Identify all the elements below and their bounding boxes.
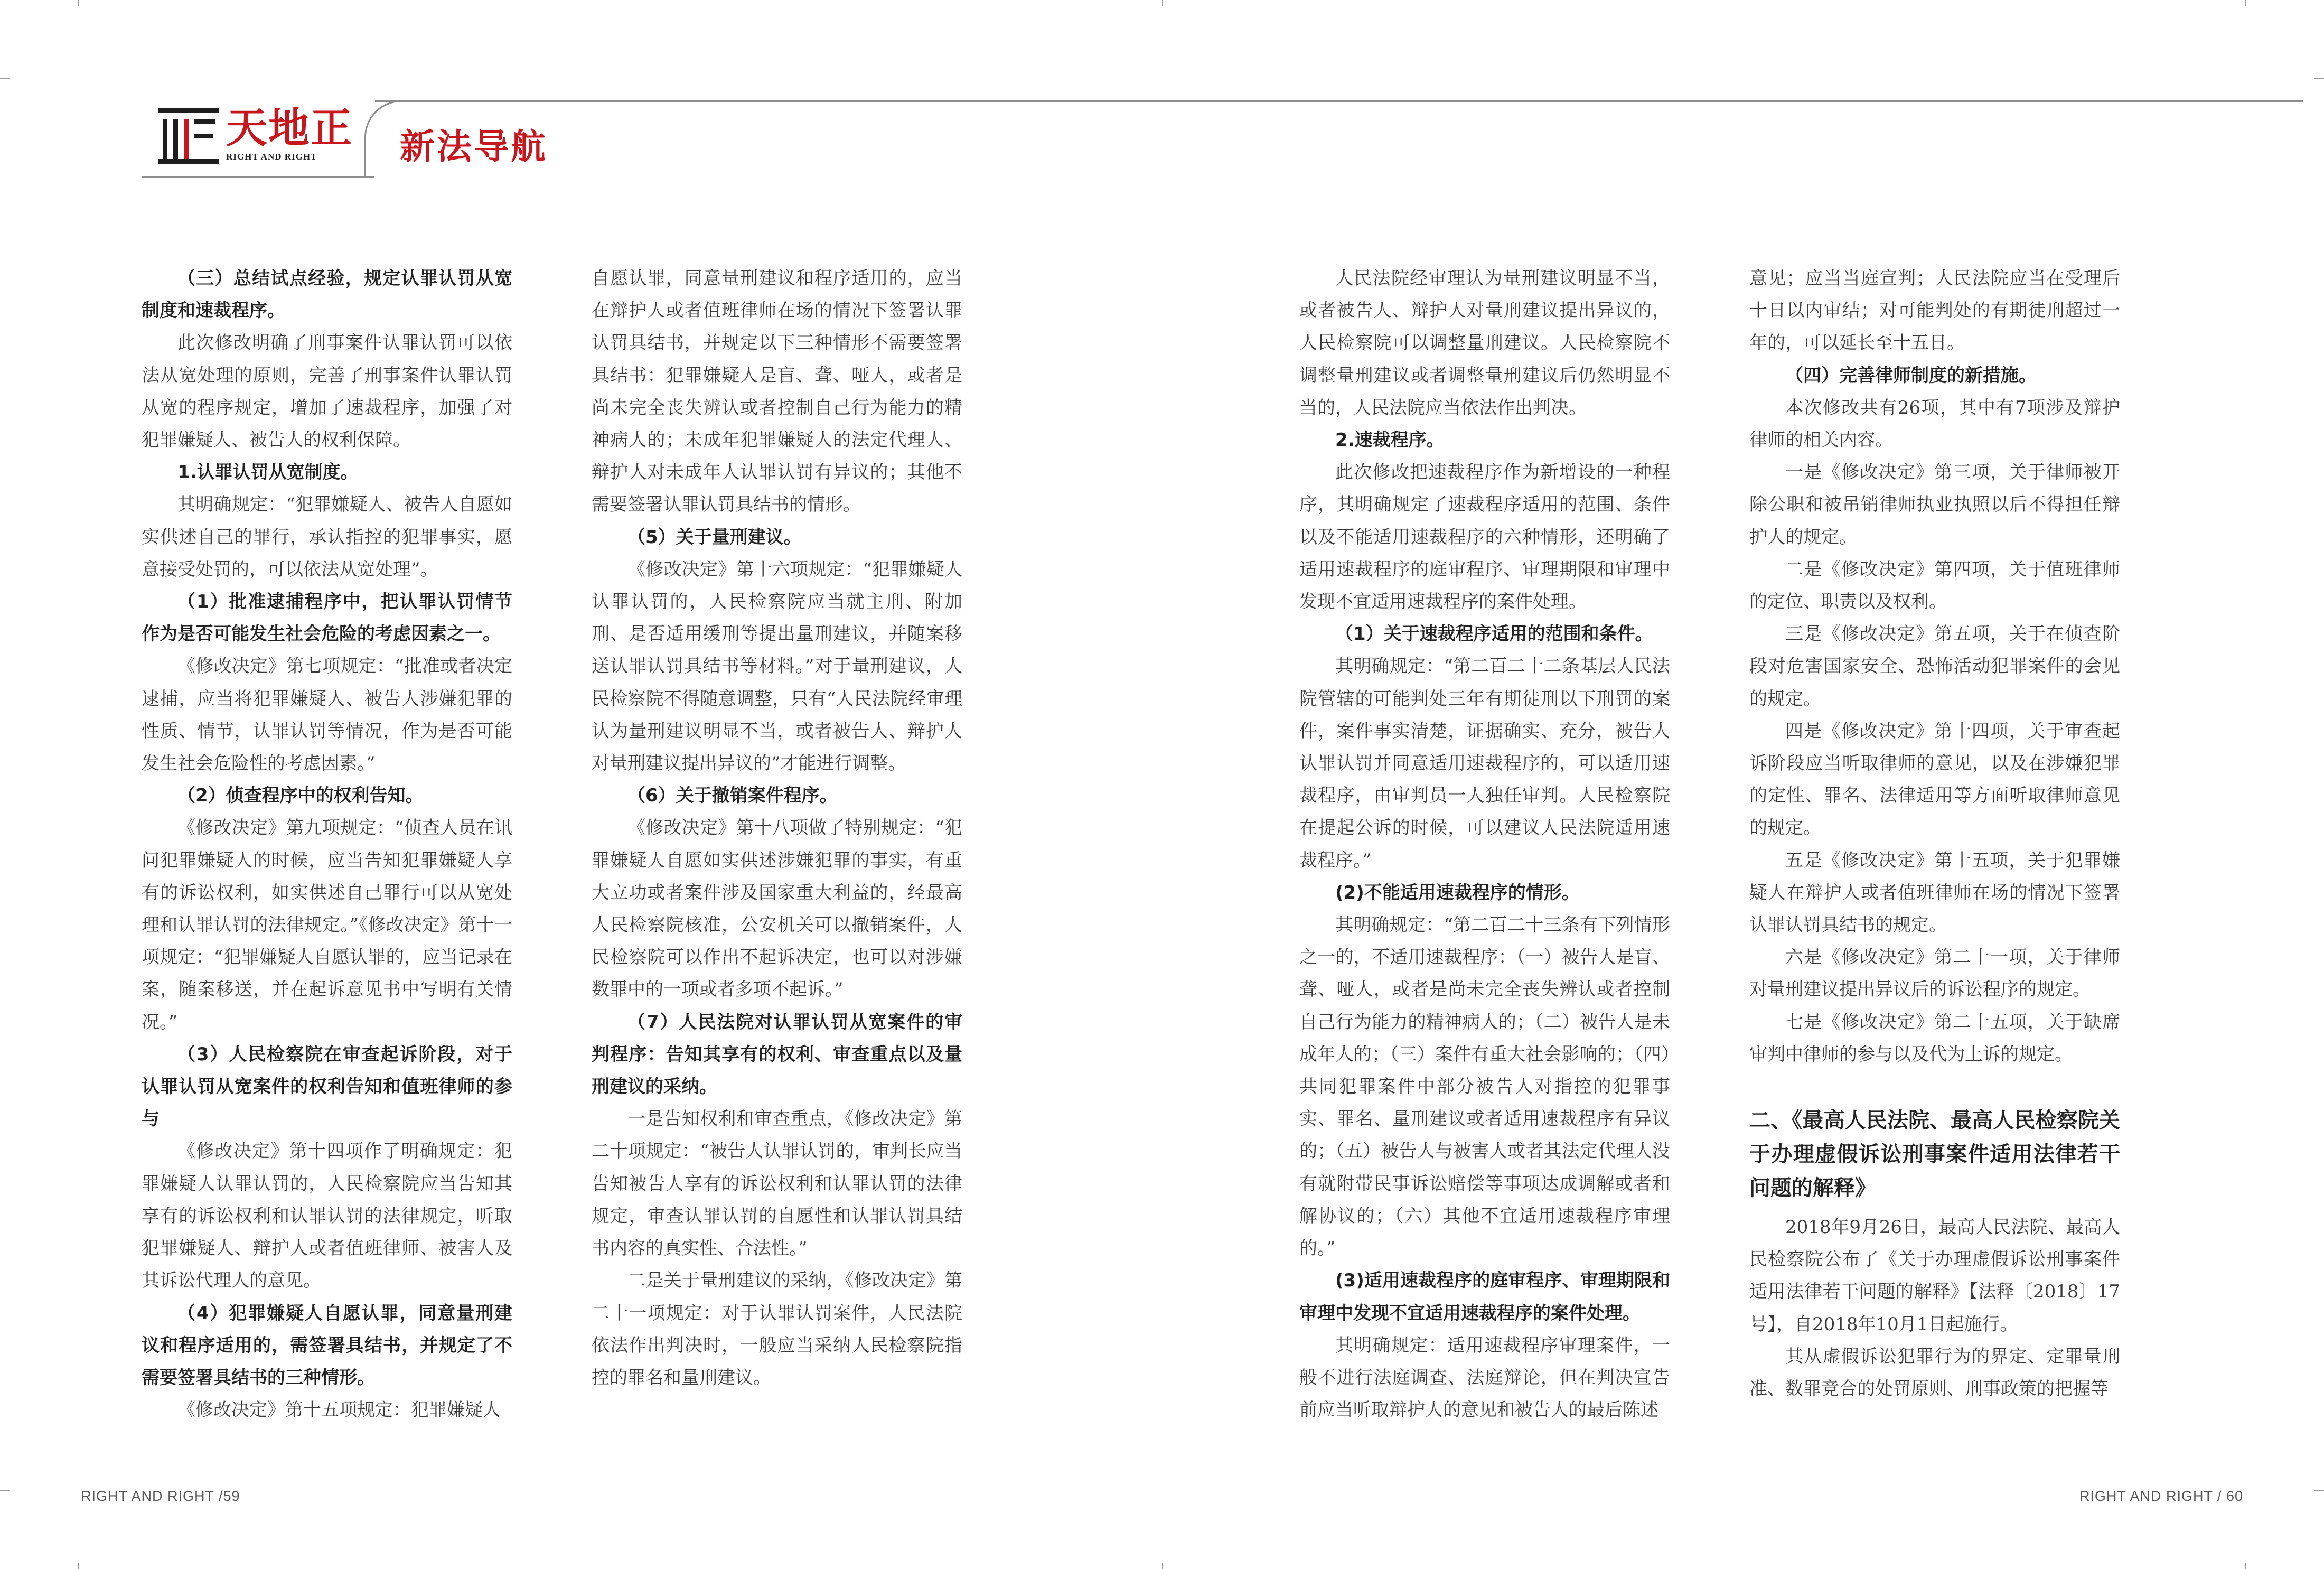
body-paragraph: 七是《修改决定》第二十五项，关于缺席审判中律师的参与以及代为上诉的规定。 xyxy=(1749,1011,2120,1065)
body-paragraph: 三是《修改决定》第五项，关于在侦查阶段对危害国家安全、恐怖活动犯罪案件的会见的规定。 xyxy=(1749,623,2120,709)
section-heading: （四）完善律师制度的新措施。 xyxy=(1785,365,2037,386)
crop-mark xyxy=(2314,1490,2324,1491)
logo-wordmark: 天地正 xyxy=(226,104,353,152)
article-heading: 二、《最高人民法院、最高人民检察院关于办理虚假诉讼刑事案件适用法律若干问题的解释》 xyxy=(1749,1108,2120,1201)
text-column-4 xyxy=(1749,263,2120,1405)
body-paragraph: 《修改决定》第十四项作了明确规定：犯罪嫌疑人认罪认罚的，人民检察院应当告知其享有的诉讼权利和认罪认罚的法律规定，听取犯罪嫌疑人、辩护人或者值班律师、被害人及其诉讼代理人的意见。 xyxy=(142,1141,512,1292)
header-rule xyxy=(375,100,2303,102)
crop-mark xyxy=(2245,1563,2246,1569)
body-paragraph: 一是告知权利和审查重点，《修改决定》第二十项规定：“被告人认罪认罚的，审判长应当告知被告人享有的诉讼权利和认罪认罚的法律规定，审查认罪认罚的自愿性和认罪认罚具结书内容的真实性、合法性。” xyxy=(592,1108,962,1259)
body-paragraph: 《修改决定》第九项规定：“侦查人员在讯问犯罪嫌疑人的时候，应当告知犯罪嫌疑人享有的诉讼权利，如实供述自己罪行可以从宽处理和认罪认罚的法律规定。”《修改决定》第十一项规定：“犯罪嫌疑人自愿认罪的，应当记录在案，随案移送，并在起诉意见书中写明有关情况。” xyxy=(142,817,512,1033)
body-paragraph: 自愿认罪，同意量刑建议和程序适用的，应当在辩护人或者值班律师在场的情况下签署认罪认罚具结书，并规定以下三种情形不需要签署具结书：犯罪嫌疑人是盲、聋、哑人，或者是尚未完全丧失辨认或者控制自己行为能力的精神病人的；未成年犯罪嫌疑人的法定代理人、辩护人对未成年人认罪认罚有异议的；其他不需要签署认罪认罚具结书的情形。 xyxy=(592,268,962,516)
section-heading: 2.速裁程序。 xyxy=(1335,429,1445,451)
crop-mark xyxy=(1162,1563,1163,1569)
section-heading: （3）人民检察院在审查起诉阶段，对于认罪认罚从宽案件的权利告知和值班律师的参与 xyxy=(142,1043,512,1130)
body-paragraph: 五是《修改决定》第十五项，关于犯罪嫌疑人在辩护人或者值班律师在场的情况下签署认罪认罚具结书的规定。 xyxy=(1749,849,2120,936)
section-heading: （5）关于量刑建议。 xyxy=(627,526,802,548)
body-paragraph: 《修改决定》第七项规定：“批准或者决定逮捕，应当将犯罪嫌疑人、被告人涉嫌犯罪的性质、情节，认罪认罚等情况，作为是否可能发生社会危险性的考虑因素。” xyxy=(142,656,512,774)
body-paragraph: 人民法院经审理认为量刑建议明显不当，或者被告人、辩护人对量刑建议提出异议的，人民检察院可以调整量刑建议。人民检察院不调整量刑建议或者调整量刑建议后仍然明显不当的，人民法院应当依法作出判决。 xyxy=(1299,268,1670,418)
text-column-3 xyxy=(1299,263,1670,1426)
section-heading: 1.认罪认罚从宽制度。 xyxy=(177,462,359,483)
body-paragraph: 其从虚假诉讼犯罪行为的界定、定罪量刑准、数罪竞合的处罚原则、刑事政策的把握等 xyxy=(1749,1346,2120,1400)
section-heading: （7）人民法院对认罪认罚从宽案件的审判程序：告知其享有的权利、审查重点以及量刑建议的采纳。 xyxy=(592,1011,962,1098)
text-column-1 xyxy=(142,263,512,1426)
crop-mark xyxy=(2314,78,2324,79)
header-rule-lower xyxy=(142,176,374,178)
section-heading: （1）批准逮捕程序中，把认罪认罚情节作为是否可能发生社会危险的考虑因素之一。 xyxy=(142,591,512,645)
body-paragraph: 二是《修改决定》第四项，关于值班律师的定位、职责以及权利。 xyxy=(1749,558,2120,613)
crop-mark xyxy=(78,1563,79,1569)
section-heading: （4）犯罪嫌疑人自愿认罪，同意量刑建议和程序适用的，需签署具结书，并规定了不需要签署具结书的三种情形。 xyxy=(142,1302,512,1388)
page-number-left: RIGHT AND RIGHT /59 xyxy=(81,1488,240,1504)
body-paragraph: 其明确规定：“第二百二十二条基层人民法院管辖的可能判处三年有期徒刑以下刑罚的案件，案件事实清楚，证据确实、充分，被告人认罪认罚并同意适用速裁程序的，可以适用速裁程序，由审判员一人独任审判。人民检察院在提起公诉的时候，可以建议人民法院适用速裁程序。” xyxy=(1299,656,1670,871)
body-paragraph: 其明确规定：“第二百二十三条有下列情形之一的，不适用速裁程序：（一）被告人是盲、聋、哑人，或者是尚未完全丧失辨认或者控制自己行为能力的精神病人的；（二）被告人是未成年人的；（三）案件有重大社会影响的；（四）共同犯罪案件中部分被告人对指控的犯罪事实、罪名、量刑建议或者适用速裁程序有异议的；（五）被告人与被害人或者其法定代理人没有就附带民事诉讼赔偿等事项达成调解或者和解协议的；（六）其他不宜适用速裁程序审理的。” xyxy=(1299,914,1670,1259)
crop-mark xyxy=(0,78,10,79)
body-paragraph: 一是《修改决定》第三项，关于律师被开除公职和被吊销律师执业执照以后不得担任辩护人的规定。 xyxy=(1749,462,2120,548)
body-paragraph: 本次修改共有26项，其中有7项涉及辩护律师的相关内容。 xyxy=(1749,397,2120,451)
body-paragraph: 《修改决定》第十六项规定：“犯罪嫌疑人认罪认罚的，人民检察院应当就主刑、附加刑、是否适用缓刑等提出量刑建议，并随案移送认罪认罚具结书等材料。”对于量刑建议，人民检察院不得随意调整，只有“人民法院经审理认为量刑建议明显不当，或者被告人、辩护人对量刑建议提出异议的”才能进行调整。 xyxy=(592,558,962,774)
body-paragraph: 意见；应当当庭宣判；人民法院应当在受理后十日以内审结；对可能判处的有期徒刑超过一年的，可以延长至十五日。 xyxy=(1749,268,2120,354)
body-paragraph: 此次修改明确了刑事案件认罪认罚可以依法从宽处理的原则，完善了刑事案件认罪认罚从宽的程序规定，增加了速裁程序，加强了对犯罪嫌疑人、被告人的权利保障。 xyxy=(142,332,512,451)
body-paragraph: 《修改决定》第十八项做了特别规定：“犯罪嫌疑人自愿如实供述涉嫌犯罪的事实，有重大立功或者案件涉及国家重大利益的，经最高人民检察院核准，公安机关可以撤销案件，人民检察院可以作出不起诉决定，也可以对涉嫌数罪中的一项或者多项不起诉。” xyxy=(592,817,962,1001)
section-heading: (2)不能适用速裁程序的情形。 xyxy=(1335,882,1580,903)
section-heading: （2）侦查程序中的权利告知。 xyxy=(177,785,424,807)
body-paragraph: 六是《修改决定》第二十一项，关于律师对量刑建议提出异议后的诉讼程序的规定。 xyxy=(1749,947,2120,1001)
logo-tagline: RIGHT AND RIGHT xyxy=(226,152,317,162)
section-title: 新法导航 xyxy=(400,126,548,167)
logo-icon xyxy=(158,108,219,164)
section-heading: （1）关于速裁程序适用的范围和条件。 xyxy=(1335,623,1653,645)
crop-mark xyxy=(2245,0,2246,6)
body-paragraph: 《修改决定》第十五项规定：犯罪嫌疑人 xyxy=(177,1399,501,1421)
body-paragraph: 2018年9月26日，最高人民法院、最高人民检察院公布了《关于办理虚假诉讼刑事案件适用法律若干问题的解释》【法释〔2018〕17号】，自2018年10月1日起施行。 xyxy=(1749,1217,2120,1335)
crop-mark xyxy=(1162,0,1163,6)
body-paragraph: 其明确规定：适用速裁程序审理案件，一般不进行法庭调查、法庭辩论，但在判决宣告前应当听取辩护人的意见和被告人的最后陈述 xyxy=(1299,1334,1670,1421)
body-paragraph: 此次修改把速裁程序作为新增设的一种程序，其明确规定了速裁程序适用的范围、条件以及不能适用速裁程序的六种情形，还明确了适用速裁程序的庭审程序、审理期限和审理中发现不宜适用速裁程序的案件处理。 xyxy=(1299,462,1670,613)
body-paragraph: 二是关于量刑建议的采纳，《修改决定》第二十一项规定：对于认罪认罚案件，人民法院依法作出判决时，一般应当采纳人民检察院指控的罪名和量刑建议。 xyxy=(592,1270,962,1388)
body-paragraph: 四是《修改决定》第十四项，关于审查起诉阶段应当听取律师的意见，以及在涉嫌犯罪的定性、罪名、法律适用等方面听取律师意见的规定。 xyxy=(1749,720,2120,839)
section-heading: (3)适用速裁程序的庭审程序、审理期限和审理中发现不宜适用速裁程序的案件处理。 xyxy=(1299,1270,1670,1324)
section-heading: （6）关于撤销案件程序。 xyxy=(627,785,838,807)
crop-mark xyxy=(0,1490,10,1491)
page-number-right: RIGHT AND RIGHT / 60 xyxy=(2079,1488,2243,1504)
text-column-2 xyxy=(592,263,962,1394)
section-heading: （三）总结试点经验，规定认罪认罚从宽制度和速裁程序。 xyxy=(142,268,512,322)
crop-mark xyxy=(78,0,79,6)
body-paragraph: 其明确规定：“犯罪嫌疑人、被告人自愿如实供述自己的罪行，承认指控的犯罪事实，愿意接受处罚的，可以依法从宽处理”。 xyxy=(142,494,512,580)
